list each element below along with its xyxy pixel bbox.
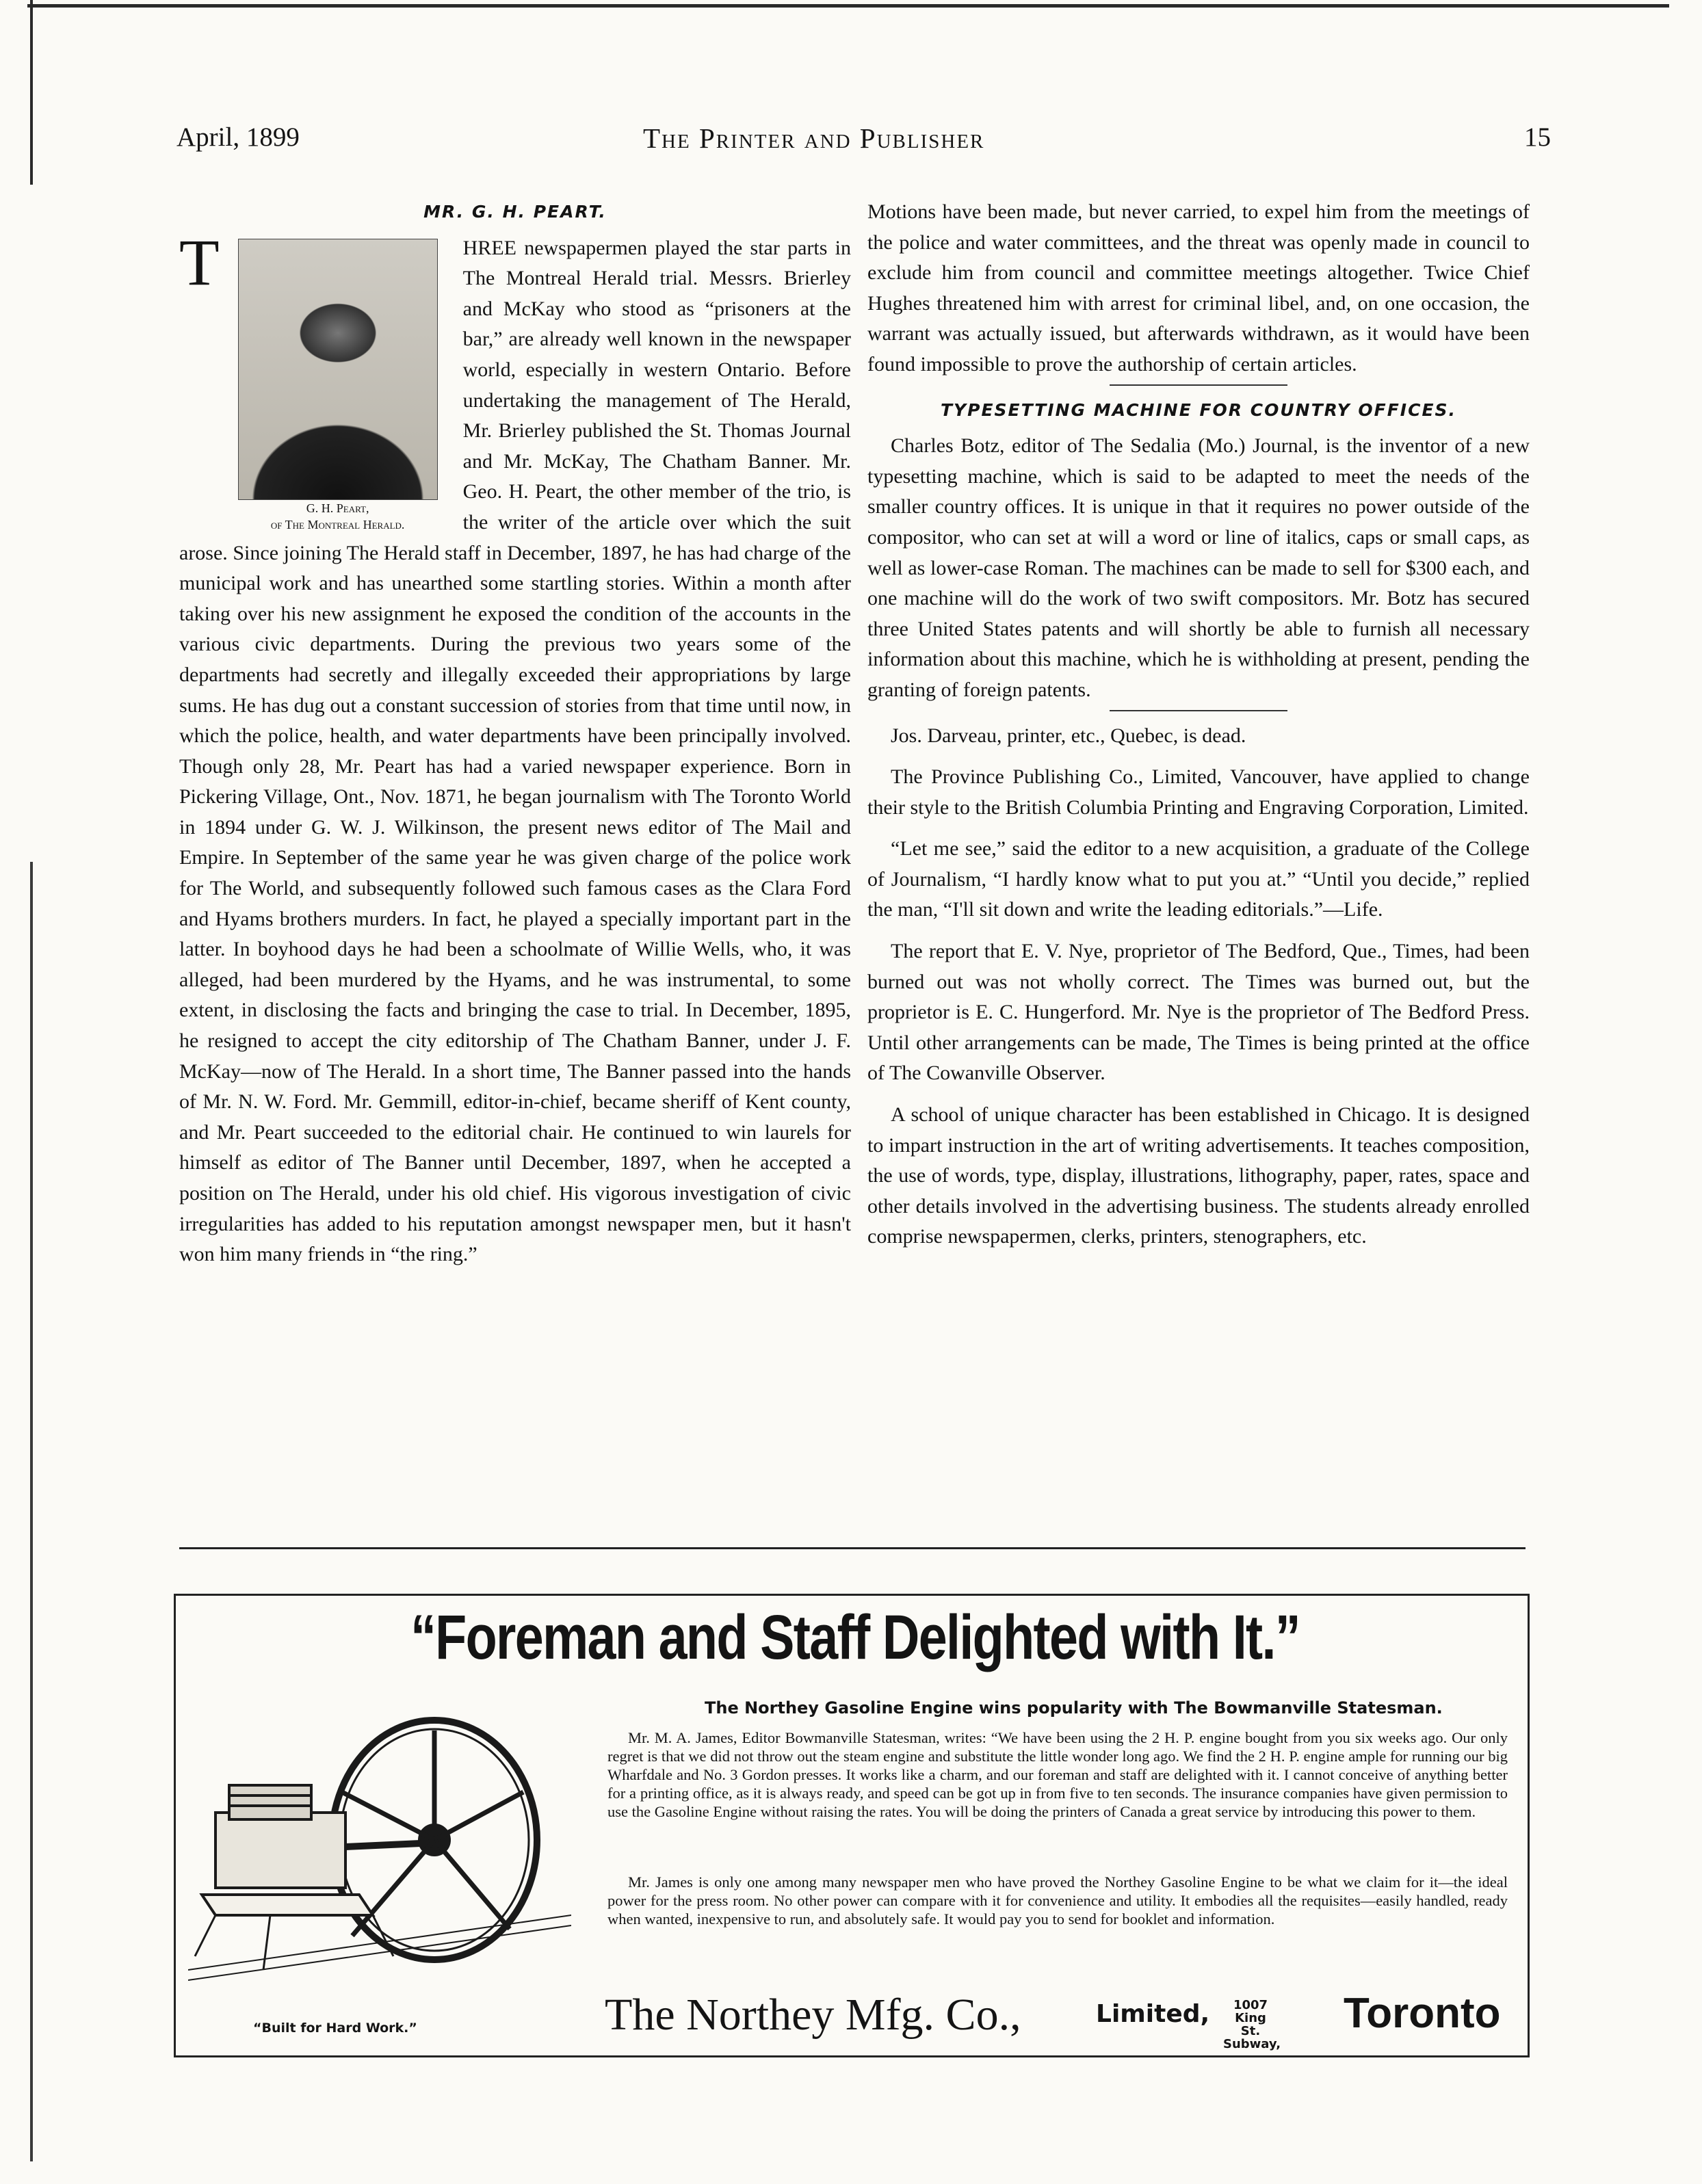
company-limited: Limited, — [1096, 2000, 1210, 2028]
right-column — [867, 197, 1530, 1252]
left-border-rule-lower — [30, 862, 33, 2161]
address-number: 1007 — [1233, 1998, 1268, 2012]
portrait-caption-paper: of The Montreal Herald. — [270, 517, 405, 531]
section-divider — [1110, 710, 1287, 711]
engine-caption: “Built for Hard Work.” — [253, 2021, 417, 2036]
company-address — [1223, 1998, 1281, 2051]
left-column — [179, 197, 851, 1270]
section-divider — [1110, 384, 1287, 386]
news-note: “Let me see,” said the editor to a new acquisition, a graduate of the College of Journalism, “I hardly know what to put you at.” “Until you decide,” replied the man, “I'll sit down and write the leading editorials.”—Life. — [867, 837, 1530, 921]
article-body-peart — [179, 225, 851, 1270]
news-note: Jos. Darveau, printer, etc., Quebec, is dead. — [891, 724, 1246, 747]
portrait-image — [238, 239, 438, 500]
top-border-rule — [27, 4, 1669, 8]
portrait-figure — [225, 239, 451, 533]
page-number: 15 — [1524, 122, 1551, 152]
news-note: The report that E. V. Nye, proprietor of The Bedford, Que., Times, had been burned out was not wholly correct. The Times was burned out, but the proprietor is E. C. Hungerford. Mr. Nye is the proprietor of The Bedford Press. Until other arrangements can be made, The Times is being printed at the office of The Cowanville Observer. — [867, 940, 1530, 1085]
article-text-peart: HREE newspapermen played the star parts in The Montreal Herald trial. Messrs. Brierley and McKay who stood as “prisoners at the bar,” are already well known in the newspaper world, especially in western Ontario. Before undertaking the management of The Herald, Mr. Brierley published the St. Thomas Journal and Mr. McKay, The Chatham Banner. Mr. Geo. H. Peart, the other member of the trio, is the writer of the article over which the suit arose. Since joining The Herald staff in December, 1897, he has had charge of the municipal work and has unearthed some startling stories. Within a month after taking over his new assignment he exposed the condition of the accounts in the various civic departments. During the previous two years some of the departments had secretly and illegally exceeded their appropriations by large sums. He has dug out a constant succession of stories from that time until now, in which the police, health, and water departments have been principally involved. Though only 28, Mr. Peart has had a varied newspaper experience. Born in Pickering Village, Ont., Nov. 1871, he began journalism with The Toronto World in 1894 under G. W. J. Wilkinson, the present news editor of The Mail and Empire. In September of the same year he was given charge of the police work for The World, and subsequently followed such famous cases as the Clara Ford and Hyams brothers murders. In fact, he played a specially important part in the latter. In boyhood days he had been a schoolmate of Willie Wells, who, it was alleged, had been murdered by the Hyams, and he was instrumental, to some extent, in disclosing the facts and bringing the case to trial. In December, 1895, he resigned to accept the city editorship of The Chatham Banner, under J. F. McKay—now of The Herald. In a short time, The Banner passed into the hands of Mr. N. W. Ford. Mr. Gemmill, editor-in-chief, became sheriff of Kent county, and Mr. Peart succeeded to the editorial chair. He continued to win laurels for himself as editor of The Banner until December, 1897, when he accepted a position on The Herald, under his old chief. His vigorous investigation of civic irregularities has added to his reputation amongst newspaper men, but it hasn't won him many friends in “the ring.” — [179, 236, 851, 1266]
company-city: Toronto — [1344, 1990, 1501, 2037]
ad-headline: “Foreman and Staff Delighted with It.” — [410, 1603, 1300, 1672]
address-subway: Subway, — [1223, 2037, 1281, 2051]
running-head-title: The Printer and Publisher — [643, 122, 985, 154]
ad-subhead: The Northey Gasoline Engine wins popularity with The Bowmanville Statesman. — [705, 1698, 1443, 1718]
article-body-typesetting: Charles Botz, editor of The Sedalia (Mo.) Journal, is the inventor of a new typesetting machine, which is said to be adapted to meet the needs of the smaller country offices. It is unique in that it requires no power outside of the compositor, who can set at will a word or line of italics, caps or small caps, as well as lower-case Roman. The machines can be made to sell for $300 each, and one machine will do the work of two swift compositors. Mr. Botz has secured three United States patents and will shortly be able to furnish all necessary information about this machine, which he is withholding at present, pending the granting of foreign patents. — [867, 434, 1530, 701]
page-divider-rule — [179, 1547, 1526, 1549]
news-note: The Province Publishing Co., Limited, Vancouver, have applied to change their style to the British Columbia Printing and Engraving Corporation, Limited. — [867, 765, 1530, 819]
company-name: The Northey Mfg. Co., — [605, 1990, 1021, 2040]
article-heading-typesetting: TYPESETTING MACHINE FOR COUNTRY OFFICES. — [940, 399, 1457, 420]
gasoline-engine-illustration — [188, 1710, 571, 1984]
running-head-date: April, 1899 — [176, 122, 300, 152]
article-heading-peart: MR. G. H. PEART. — [423, 202, 607, 222]
drop-cap: T — [179, 225, 220, 299]
address-street: King St. — [1235, 2011, 1266, 2038]
ad-body: Mr. James is only one among many newspaper men who have proved the Northey Gasoline Engine to be what we claim for it—the ideal power for the press room. No other power can compare with it for convenience and utility. It embodies all the requisites—easily handled, ready when wanted, inexpensive to run, and absolutely safe. It would pay you to send for booklet and information. — [607, 1873, 1508, 1928]
portrait-caption-name: G. H. Peart, — [306, 501, 369, 515]
article-continuation-peart: Motions have been made, but never carried, to expel him from the meetings of the police and water committees, and the threat was openly made in council to exclude him from council and committee meetings altogether. Twice Chief Hughes threatened him with arrest for criminal libel, and, on one occasion, the warrant was actually issued, but afterwards withdrawn, as it would have been found impossible to prove the authorship of certain articles. — [867, 200, 1530, 376]
left-border-rule — [30, 0, 33, 185]
news-note: A school of unique character has been established in Chicago. It is designed to impart instruction in the art of writing advertisements. It teaches composition, the use of words, type, display, illustrations, lithography, paper, rates, space and other details involved in the advertising business. The students already enrolled comprise newspapermen, clerks, printers, stenographers, etc. — [867, 1103, 1530, 1248]
ad-testimonial: Mr. M. A. James, Editor Bowmanville Statesman, writes: “We have been using the 2 H. P. engine bought from you six weeks ago. Our only regret is that we did not throw out the steam engine and substitute the little wonder long ago. We find the 2 H. P. engine ample for running our big Wharfdale and No. 3 Gordon presses. It works like a charm, and our foreman and staff are delighted with it. I cannot conceive of anything better for a printing office, as it is always ready, and speed can be got up in from five to ten seconds. The insurance companies have given permission to use the Gasoline Engine without raising the rates. You will be doing the printers of Canada a great service by introducing this power to them. — [607, 1729, 1508, 1820]
